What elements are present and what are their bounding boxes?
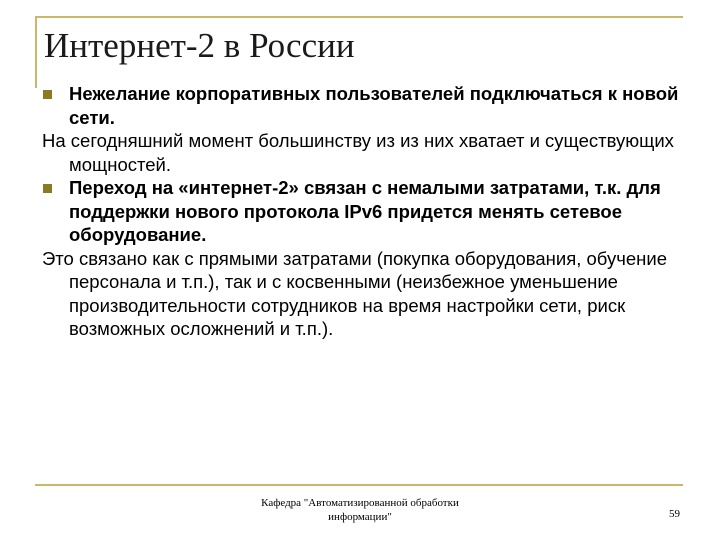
paragraph-text: Нежелание корпоративных пользователей подключаться к новой сети.	[69, 83, 679, 128]
slide-frame-bottom-line	[35, 484, 683, 486]
footer-department	[240, 496, 480, 524]
footer-line-2: информации"	[328, 511, 392, 523]
square-bullet-icon	[43, 184, 52, 193]
bullet-paragraph-1	[42, 82, 682, 129]
paragraph-text: Это связано как с прямыми затратами (покупка оборудования, обучение персонала и т.п.), так и с косвенными (неизбежное уменьшение производительности сотрудников на время настройки сети, риск возможных осложнений и т.п.).	[42, 247, 667, 339]
paragraph-text: Переход на «интернет-2» связан с немалыми затратами, т.к. для поддержки нового протокола IPv6 придется менять сетевое оборудование.	[69, 177, 661, 245]
paragraph-4	[42, 247, 682, 341]
slide-title: Интернет-2 в России	[44, 26, 355, 65]
slide-frame-top-line	[35, 16, 683, 18]
paragraph-text: На сегодняшний момент большинству из из них хватает и существующих мощностей.	[42, 130, 674, 175]
slide-body	[42, 82, 682, 341]
page-number: 59	[669, 508, 680, 520]
paragraph-2	[42, 129, 682, 176]
bullet-paragraph-3	[42, 176, 682, 247]
slide-frame-left-line	[35, 16, 37, 88]
footer-line-1: Кафедра "Автоматизированной обработки	[261, 497, 459, 509]
square-bullet-icon	[43, 90, 52, 99]
